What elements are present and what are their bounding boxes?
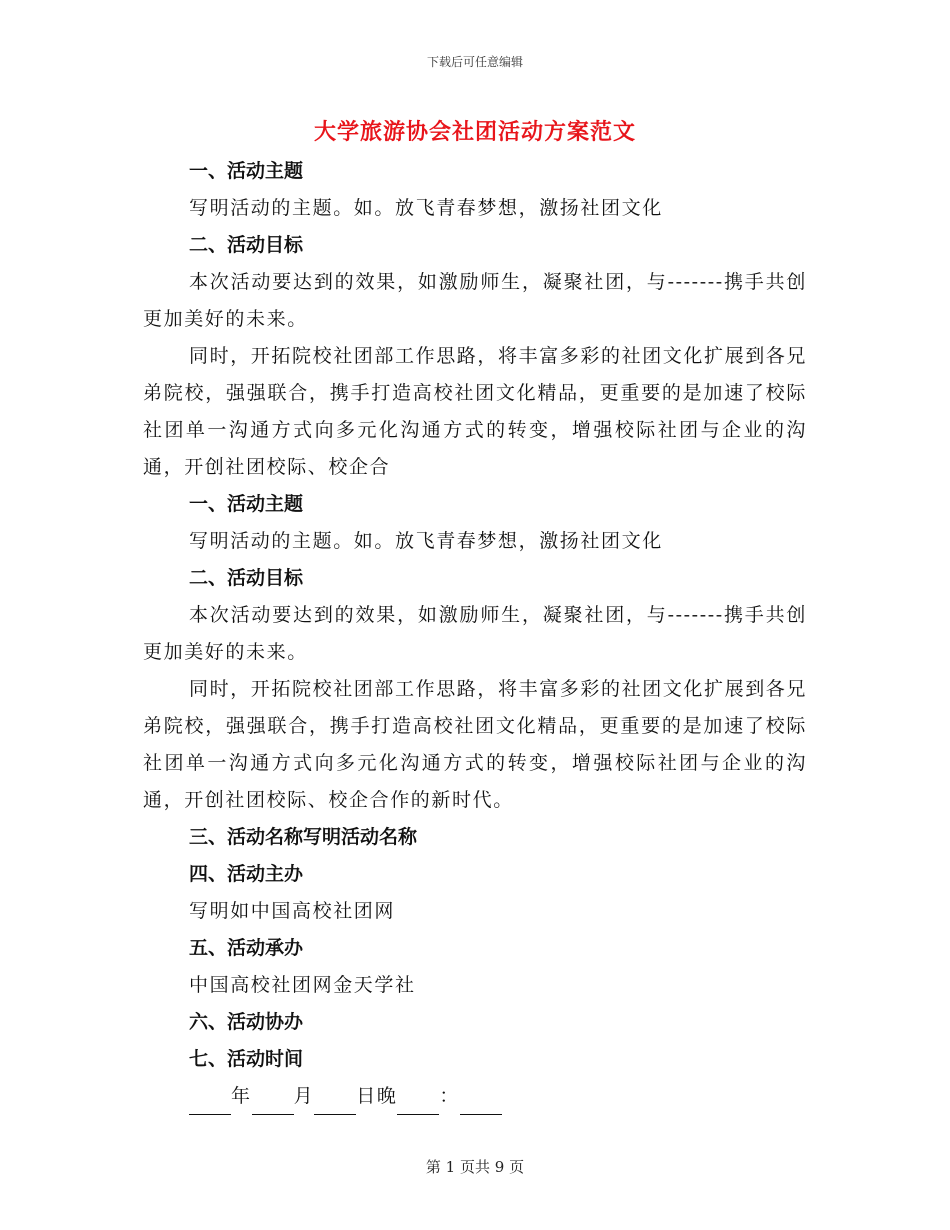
section-heading: 六、活动协办	[189, 1011, 304, 1033]
colon-label: ：	[439, 1085, 461, 1107]
document-body	[143, 153, 807, 1115]
paragraph: 同时，开拓院校社团部工作思路，将丰富多彩的社团文化扩展到各兄弟院校，强强联合，携手打造高校社团文化精品，更重要的是加速了校际社团单一沟通方式向多元化沟通方式的转变，增强校际社团与企业的沟通，开创社团校际、校企合作的新时代。	[143, 678, 808, 811]
day-evening-label: 日晚	[356, 1085, 398, 1107]
paragraph: 写明活动的主题。如。放飞青春梦想，激扬社团文化	[189, 197, 663, 219]
paragraph: 本次活动要达到的效果，如激励师生，凝聚社团，与-------携手共创更加美好的未来。	[143, 271, 807, 330]
paragraph: 写明活动的主题。如。放飞青春梦想，激扬社团文化	[189, 530, 663, 552]
section-heading: 七、活动时间	[189, 1048, 304, 1070]
hour-blank[interactable]	[397, 1090, 439, 1115]
text-line: 写明如中国高校社团网	[189, 900, 396, 922]
document-title: 大学旅游协会社团活动方案范文	[313, 119, 636, 145]
paragraph: 本次活动要达到的效果，如激励师生，凝聚社团，与-------携手共创更加美好的未来。	[143, 604, 807, 663]
section-heading: 四、活动主办	[189, 863, 304, 885]
text-line: 中国高校社团网金天学社	[189, 974, 416, 996]
date-fill-line	[143, 1078, 807, 1115]
day-blank[interactable]	[314, 1090, 356, 1115]
month-blank[interactable]	[252, 1090, 294, 1115]
year-label: 年	[231, 1085, 252, 1107]
section-heading: 一、活动主题	[189, 160, 304, 182]
section-heading: 二、活动目标	[189, 234, 304, 256]
minute-blank[interactable]	[460, 1090, 502, 1115]
header-note: 下载后可任意编辑	[426, 55, 523, 69]
page-footer: 第 1 页共 9 页	[425, 1158, 525, 1176]
paragraph: 同时，开拓院校社团部工作思路，将丰富多彩的社团文化扩展到各兄弟院校，强强联合，携手打造高校社团文化精品，更重要的是加速了校际社团单一沟通方式向多元化沟通方式的转变，增强校际社团与企业的沟通，开创社团校际、校企合	[143, 345, 808, 478]
section-heading: 五、活动承办	[189, 937, 304, 959]
section-heading: 一、活动主题	[189, 493, 304, 515]
section-heading: 三、活动名称写明活动名称	[189, 826, 418, 848]
year-blank[interactable]	[189, 1090, 231, 1115]
section-heading: 二、活动目标	[189, 567, 304, 589]
month-label: 月	[293, 1085, 315, 1107]
